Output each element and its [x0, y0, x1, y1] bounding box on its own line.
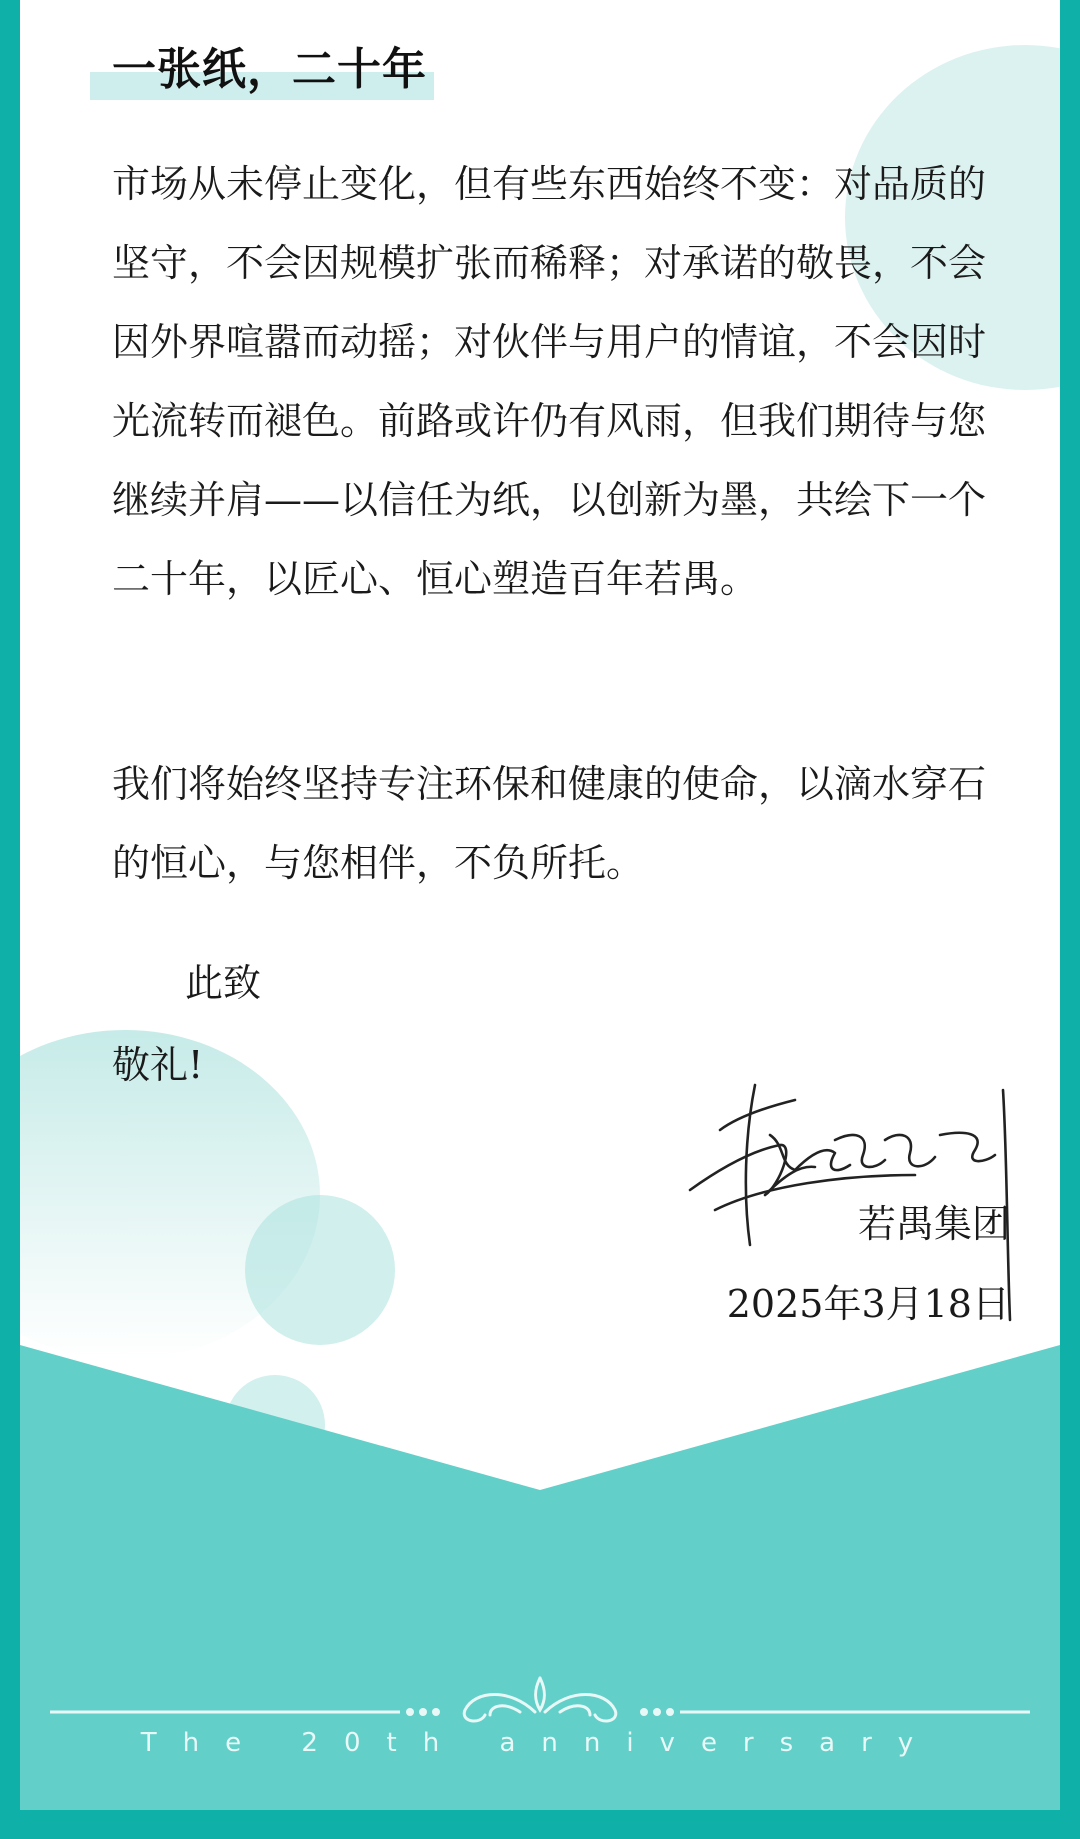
company-name: 若禺集团 [857, 1202, 1010, 1246]
letter-date: 2025年3月18日 [726, 1282, 1010, 1326]
letter-heading: 一张纸，二十年 [112, 44, 427, 95]
closing-line-2: 敬礼! [112, 1043, 204, 1087]
ornament-divider [20, 1670, 1060, 1730]
letter-page [20, 0, 1060, 1810]
closing-line-1: 此致 [185, 961, 262, 1005]
letter-paragraph-1: 市场从未停止变化，但有些东西始终不变：对品质的坚守，不会因规模扩张而稀释；对承诺的敬畏，不会因外界喧嚣而动摇；对伙伴与用户的情谊，不会因时光流转而褪色。前路或许仍有风雨，但我们期待与您继续并肩——以信任为纸，以创新为墨，共绘下一个二十年，以匠心、恒心塑造百年若禺。 [112, 162, 987, 601]
heading-block [90, 42, 427, 98]
letter-paragraph-2: 我们将始终坚持专注环保和健康的使命，以滴水穿石的恒心，与您相伴，不负所托。 [112, 762, 987, 885]
anniversary-tagline: The 20th anniversary [140, 1728, 940, 1758]
decorative-bubble-medium [245, 1195, 395, 1345]
